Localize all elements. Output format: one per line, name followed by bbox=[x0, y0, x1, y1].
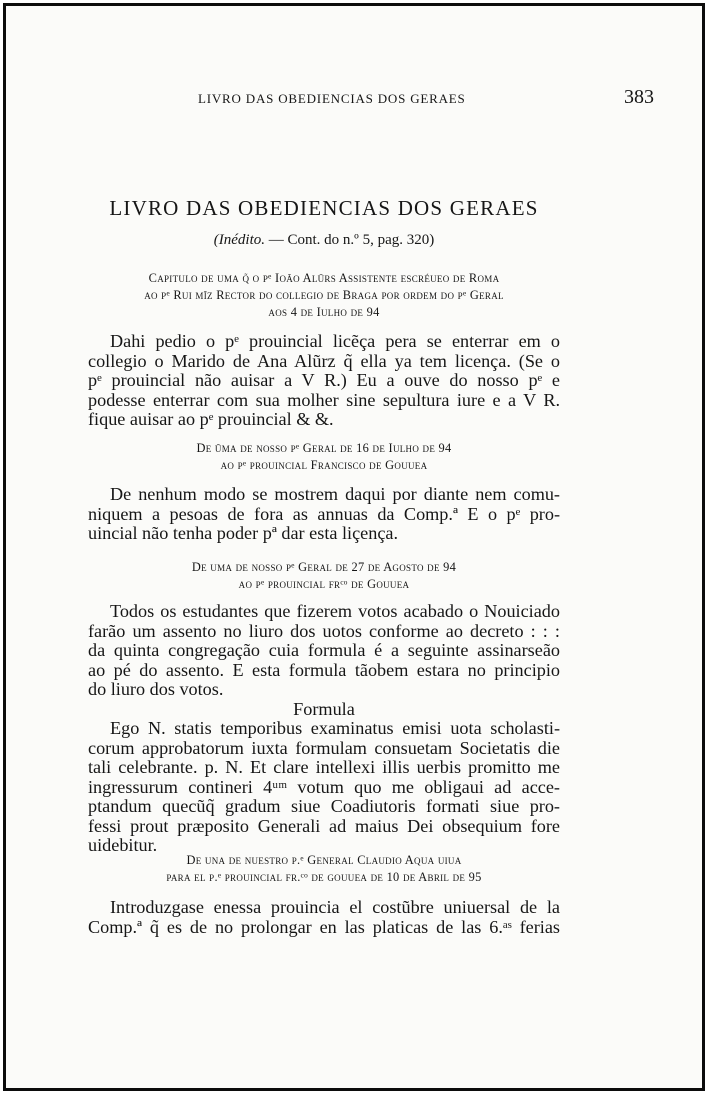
heading-line: De ũma de nosso pᵉ Geral de 16 de Iulho de 94 bbox=[196, 441, 452, 455]
section-heading-2 bbox=[88, 440, 560, 474]
heading-line: De una de nuestro p.ᵉ General Claudio Aqua uiua bbox=[186, 853, 462, 867]
text-line: niquem a pesoas de fora as annuas da Comp.ª E o pᵉ pro- bbox=[88, 503, 560, 524]
section-heading-1 bbox=[88, 270, 560, 321]
text-line: ptandum quecũq̃ gradum siue Coadiutoris formati siue pro- bbox=[88, 796, 560, 816]
text-line: Todos os estudantes que fizerem votos acabado o Nouiciado bbox=[110, 601, 560, 621]
text-line: do liuro dos votos. bbox=[88, 679, 224, 699]
text-line: De nenhum modo se mostrem daqui por diante nem comu- bbox=[110, 484, 560, 504]
text-line: fessi prout præposito Generali ad maius Dei obsequium fore bbox=[88, 815, 560, 836]
heading-line: ao pᵉ prouincial frᶜᵒ de Gouuea bbox=[238, 577, 410, 591]
text-line: pᵉ prouincial não auisar a V R.) Eu a ouve do nosso pᵉ e bbox=[88, 370, 560, 390]
text-line: da quinta congregação cuia formula é a seguinte assinarseão bbox=[88, 640, 560, 660]
heading-line: aos 4 de Iulho de 94 bbox=[268, 305, 380, 319]
formula-label: Formula bbox=[293, 698, 355, 719]
document-subtitle bbox=[88, 232, 560, 249]
text-line: corum approbatorum iuxta formulam consuetam Societatis die bbox=[88, 737, 560, 758]
heading-line: para el p.ᵉ prouincial fr.ᶜᵒ de gouuea de 10 de Abril de 95 bbox=[166, 870, 482, 884]
text-line: uincial não tenha poder pª dar esta liçença. bbox=[88, 523, 399, 543]
text-line: ao pé do assento. E esta formula tãobem estara no principio bbox=[88, 659, 560, 680]
text-line: fique auisar ao pᵉ prouincial & &. bbox=[88, 409, 334, 429]
section-body-4 bbox=[88, 898, 560, 937]
text-line: ingressurum contineri 4ᵘᵐ votum quo me obligaui ad acce- bbox=[88, 776, 560, 797]
text-line: collegio o Marido de Ana Alũrz q̃ ella ya tem licença. (Se o bbox=[88, 350, 560, 371]
text-line: Dahi pedio o pᵉ prouincial licẽça pera se enterrar em o bbox=[110, 331, 560, 351]
text-line: uidebitur. bbox=[88, 835, 158, 855]
heading-line: De uma de nosso pᵉ Geral de 27 de Agosto de 94 bbox=[191, 560, 457, 574]
running-title: LIVRO DAS OBEDIENCIAS DOS GERAES bbox=[198, 91, 466, 106]
section-body-1 bbox=[88, 332, 560, 430]
heading-line: ao pᵉ prouincial Francisco de Gouuea bbox=[220, 458, 428, 472]
heading-line: ao pᵉ Rui mĩz Rector do collegio de Braga por ordem do pᵉ Geral bbox=[144, 288, 504, 302]
page-number: 383 bbox=[624, 86, 654, 108]
section-heading-3 bbox=[88, 559, 560, 593]
text-line: Comp.ª q̃ es de no prolongar en las platicas de las 6.ᵃˢ ferias bbox=[88, 916, 560, 937]
document-title: LIVRO DAS OBEDIENCIAS DOS GERAES bbox=[109, 196, 539, 220]
heading-line: Capitulo de uma q̃ o pᵉ Ioão Alũrs Assistente escréueo de Roma bbox=[148, 271, 500, 285]
subtitle-rest: — Cont. do n.º 5, pag. 320) bbox=[265, 232, 435, 248]
subtitle-italic: (Inédito. bbox=[213, 232, 265, 248]
section-body-3 bbox=[88, 602, 560, 856]
text-line: Introduzgase enessa prouincia el costũbre uniuersal de la bbox=[110, 897, 560, 917]
section-heading-4 bbox=[88, 852, 560, 886]
text-line: Ego N. statis temporibus examinatus emisi uota scholasti- bbox=[110, 718, 560, 738]
text-line: farão um assento no liuro dos uotos conforme ao decreto : : : bbox=[88, 620, 560, 641]
section-body-2 bbox=[88, 485, 560, 544]
running-head bbox=[60, 86, 660, 112]
text-line: tali celebrante. p. N. Et clare intellexi illis uerbis promitto me bbox=[88, 757, 560, 777]
text-line: podesse enterrar com sua molher sine sepultura iure e a V R. bbox=[88, 389, 560, 410]
